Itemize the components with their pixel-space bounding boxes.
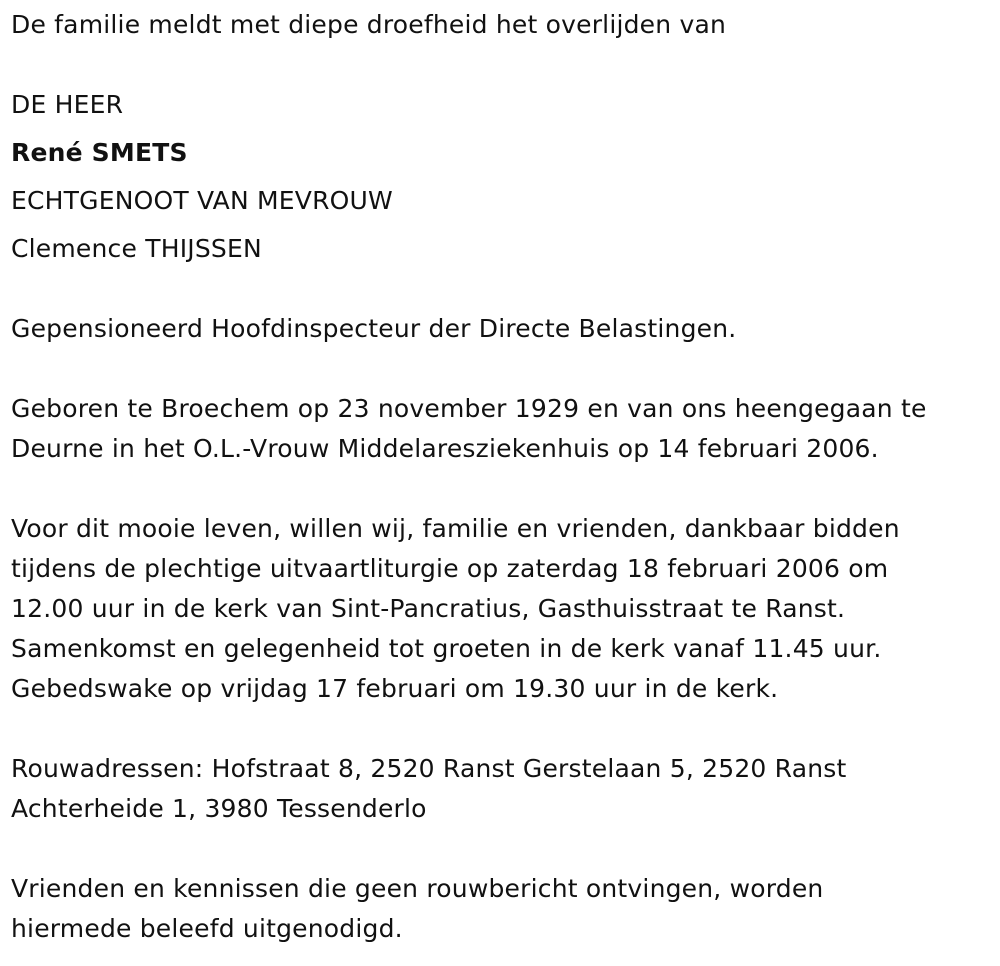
service-paragraph (11, 509, 900, 709)
addresses-paragraph (11, 749, 847, 829)
spouse-label: ECHTGENOOT VAN MEVROUW (11, 186, 393, 215)
paragraph-line: 12.00 uur in de kerk van Sint-Pancratius, Gasthuisstraat te Ranst. (11, 594, 846, 623)
honorific: DE HEER (11, 90, 124, 119)
paragraph-line: Geboren te Broechem op 23 november 1929 en van ons heengegaan te (11, 394, 927, 423)
deceased-name: René SMETS (11, 138, 188, 167)
paragraph-line: Voor dit mooie leven, willen wij, familie en vrienden, dankbaar bidden (11, 514, 900, 543)
closing-paragraph (11, 869, 823, 949)
birth-death-paragraph (11, 389, 927, 469)
intro-text: De familie meldt met diepe droefheid het overlijden van (11, 10, 727, 39)
paragraph-line: hiermede beleefd uitgenodigd. (11, 914, 403, 943)
paragraph-line: Vrienden en kennissen die geen rouwbericht ontvingen, worden (11, 874, 824, 903)
paragraph-line: Rouwadressen: Hofstraat 8, 2520 Ranst Gerstelaan 5, 2520 Ranst (11, 754, 847, 783)
paragraph-line: Achterheide 1, 3980 Tessenderlo (11, 794, 427, 823)
spouse-name: Clemence THIJSSEN (11, 234, 262, 263)
paragraph-line: tijdens de plechtige uitvaartliturgie op zaterdag 18 februari 2006 om (11, 554, 889, 583)
profession-text: Gepensioneerd Hoofdinspecteur der Directe Belastingen. (11, 314, 737, 343)
paragraph-line: Deurne in het O.L.-Vrouw Middelaresziekenhuis op 14 februari 2006. (11, 434, 879, 463)
paragraph-line: Samenkomst en gelegenheid tot groeten in de kerk vanaf 11.45 uur. (11, 634, 882, 663)
paragraph-line: Gebedswake op vrijdag 17 februari om 19.30 uur in de kerk. (11, 674, 779, 703)
